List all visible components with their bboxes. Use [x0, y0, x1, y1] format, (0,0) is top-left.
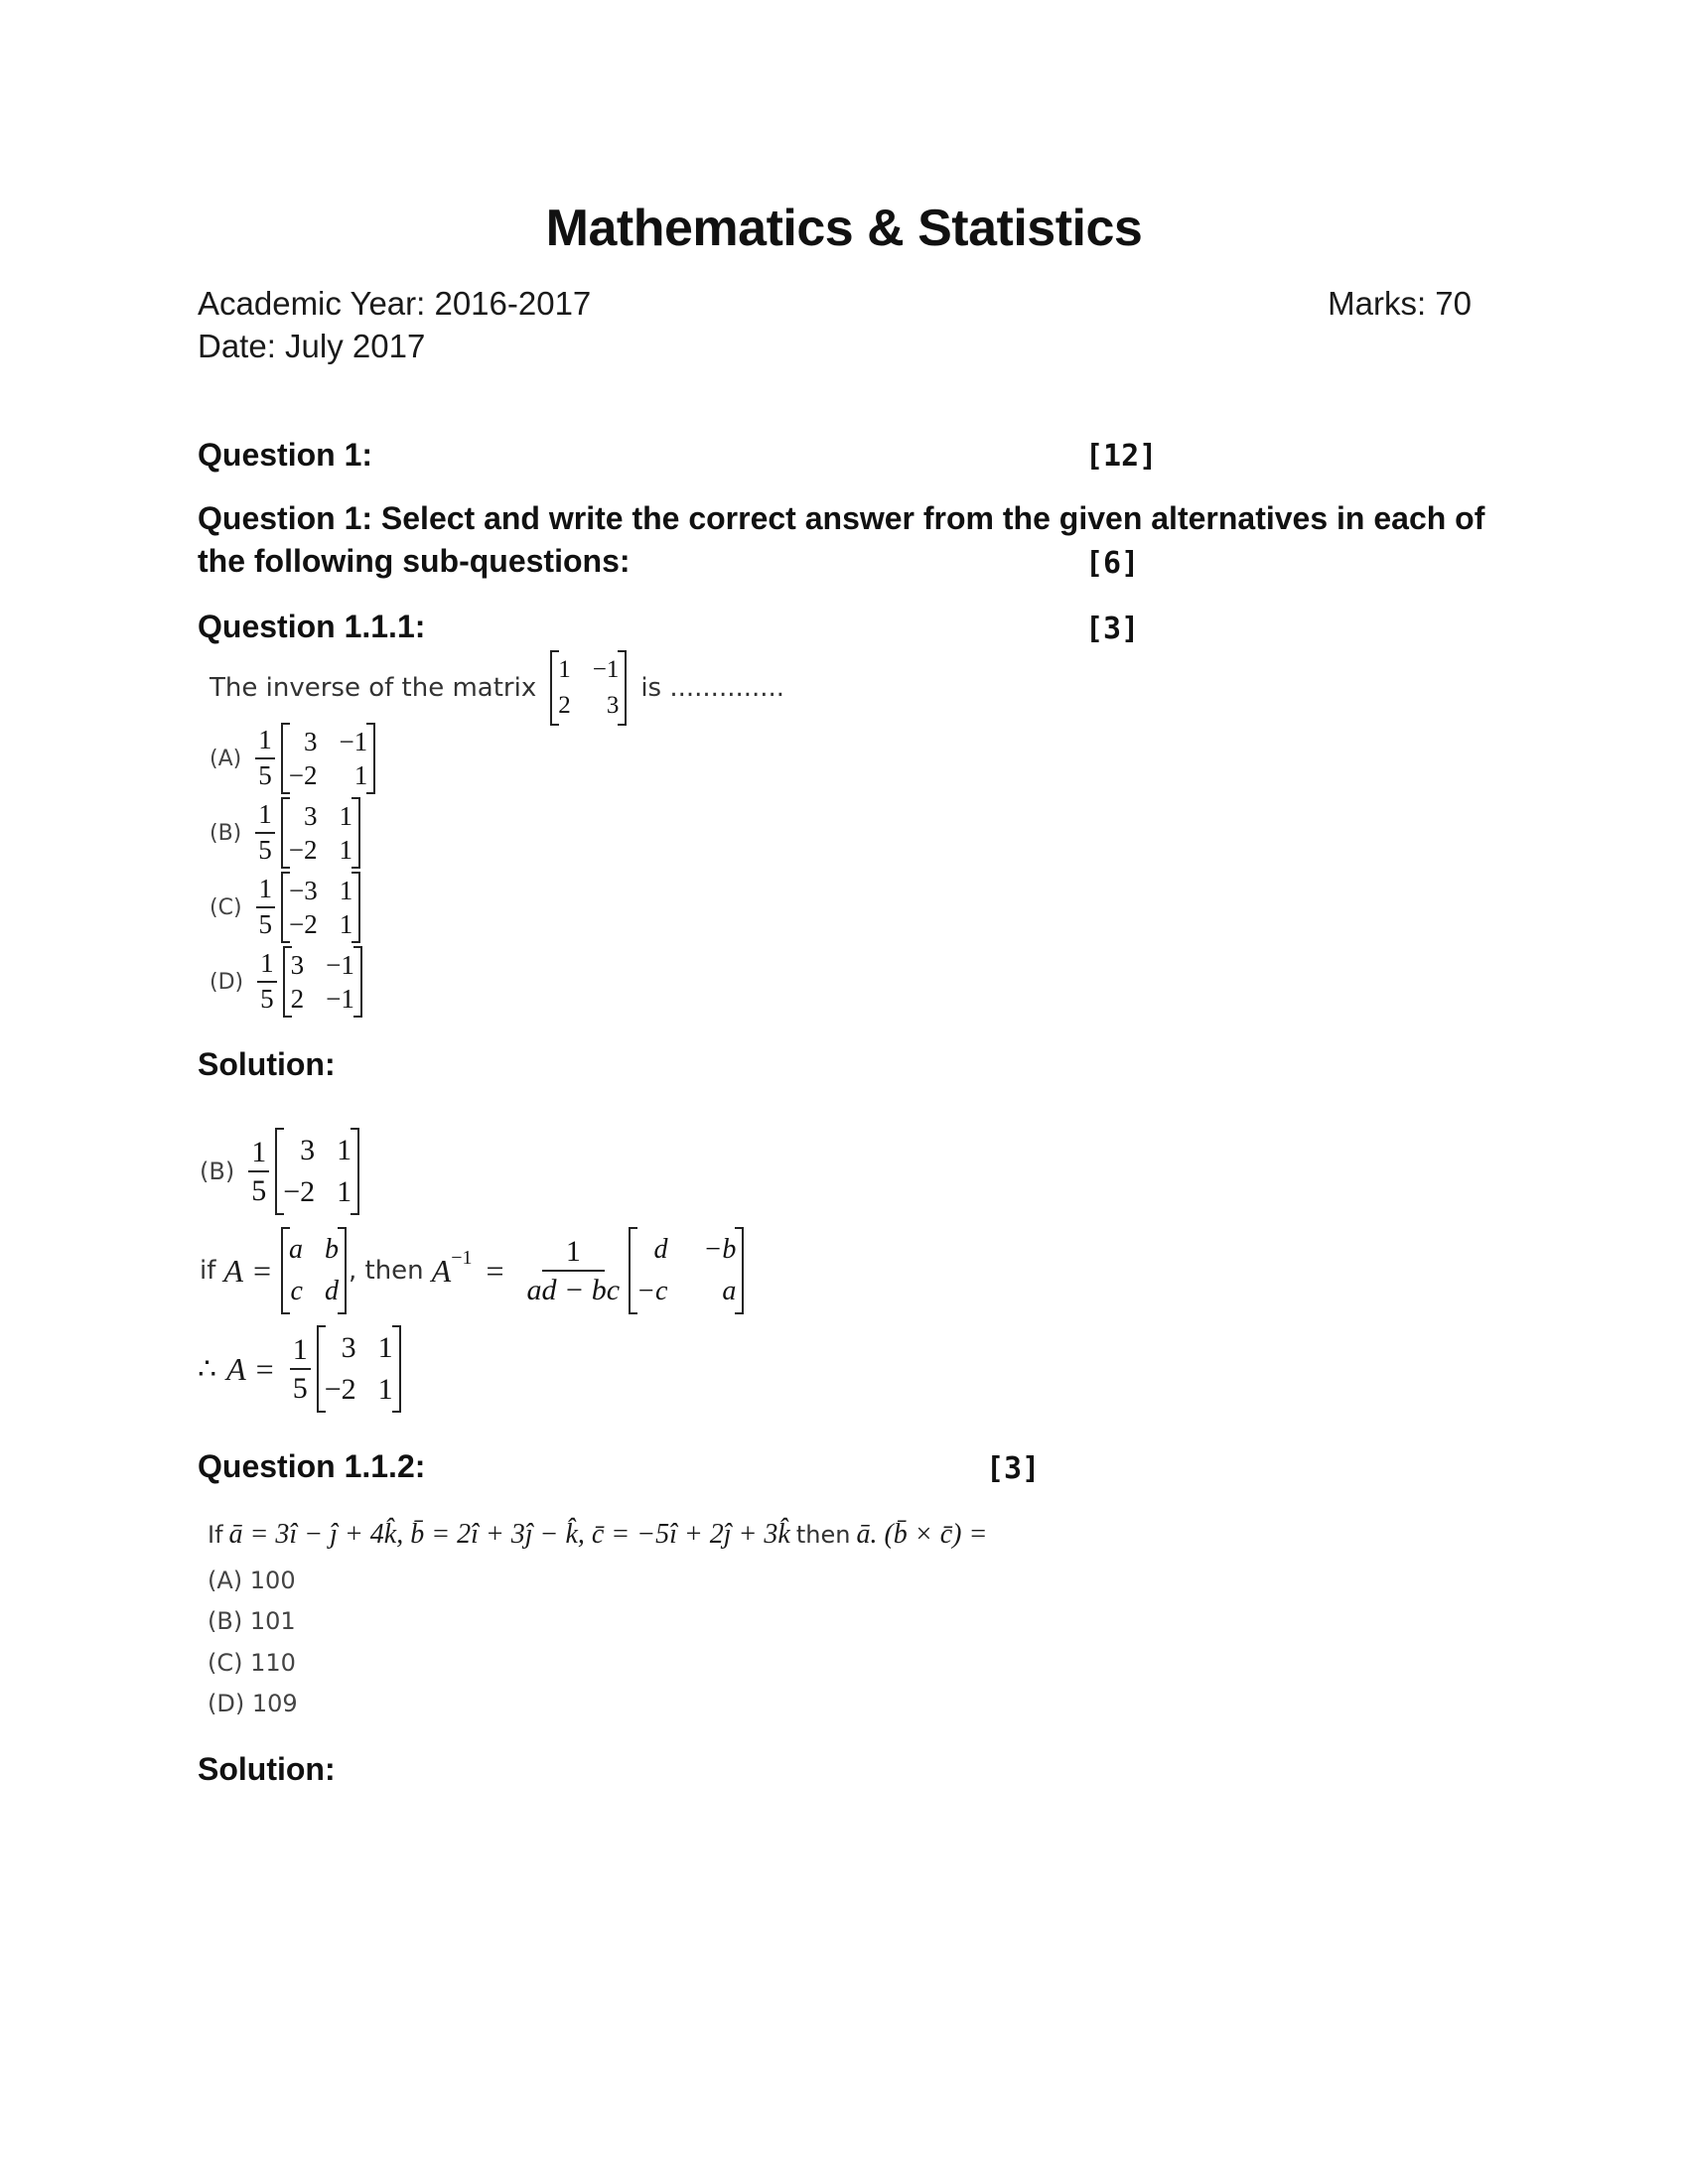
- inverse-formula: if A = a b c d , then A $^{-1}$ = $\frac{1}{ad - bc}$ d −b −c a: [200, 1227, 744, 1314]
- question-1-1-1-prompt: [210, 650, 784, 726]
- fraction: $\frac{1}{ad - bc}$: [526, 1235, 621, 1306]
- option-b: (B) $\frac{1}{5}$ 3 1 −2 1: [210, 797, 360, 869]
- prompt-suffix: is ..............: [640, 673, 785, 703]
- question-1-1-2-prompt: If ā = 3î − ĵ + 4k̂, b̄ = 2î + 3ĵ − k̂, c̄ = −5î + 2ĵ + 3k̂ then ā. (b̄ × c̄) =: [208, 1519, 988, 1550]
- option-matrix: −3 1 −2 1: [281, 872, 360, 943]
- general-matrix: a b c d: [281, 1227, 347, 1314]
- fraction: $\frac{1}{5}$: [256, 875, 276, 939]
- option-b: (B) 101: [208, 1607, 296, 1635]
- fraction: $\frac{1}{5}$: [248, 1136, 269, 1207]
- option-a: (A) 100: [208, 1567, 296, 1594]
- question-1-instruction-line1: Question 1: Select and write the correct answer from the given alternatives in each of: [198, 500, 1485, 536]
- total-marks: Marks: 70: [1328, 285, 1472, 322]
- exam-date: Date: July 2017: [198, 328, 426, 364]
- option-d: (D) 109: [208, 1690, 298, 1717]
- triple-product: ā. (b̄ × c̄) =: [856, 1519, 988, 1550]
- question-1-1-1-marks: [3]: [1085, 612, 1140, 646]
- fraction: $\frac{1}{5}$: [255, 800, 275, 865]
- question-1-instruction-line2: the following sub-questions:: [198, 543, 631, 579]
- adjugate-matrix: d −b −c a: [629, 1227, 744, 1314]
- question-1-1-2-marks: [3]: [986, 1451, 1041, 1486]
- vector-expression: ā = 3î − ĵ + 4k̂, b̄ = 2î + 3ĵ − k̂, c̄ = −5î + 2ĵ + 3k̂: [228, 1519, 790, 1550]
- result-matrix: 3 1 −2 1: [317, 1325, 401, 1413]
- question-1-marks: [12]: [1085, 439, 1158, 474]
- fraction: $\frac{1}{5}$: [255, 726, 275, 790]
- solution-answer: (B) $\frac{1}{5}$ 3 1 −2 1: [200, 1128, 359, 1215]
- question-1-1-1-heading: Question 1.1.1:: [198, 609, 426, 644]
- question-matrix: 1 −1 2 3: [550, 650, 627, 726]
- answer-matrix: 3 1 −2 1: [275, 1128, 359, 1215]
- fraction: $\frac{1}{5}$: [257, 949, 277, 1014]
- question-1-heading: Question 1:: [198, 437, 373, 473]
- option-a: (A) $\frac{1}{5}$ 3 −1 −2 1: [210, 723, 375, 794]
- question-1-1-2-heading: Question 1.1.2:: [198, 1448, 426, 1484]
- option-matrix: 3 −1 2 −1: [283, 946, 362, 1018]
- fraction: $\frac{1}{5}$: [290, 1333, 311, 1405]
- option-matrix: 3 −1 −2 1: [281, 723, 375, 794]
- option-c: (C) 110: [208, 1649, 296, 1677]
- question-1-instruction-marks: [6]: [1085, 546, 1140, 581]
- option-d: (D) $\frac{1}{5}$ 3 −1 2 −1: [210, 946, 362, 1018]
- prompt-prefix: The inverse of the matrix: [210, 673, 537, 703]
- document-title: Mathematics & Statistics: [545, 200, 1143, 257]
- solution-heading: Solution:: [198, 1046, 336, 1082]
- academic-year: Academic Year: 2016-2017: [198, 285, 592, 322]
- option-matrix: 3 1 −2 1: [281, 797, 360, 869]
- option-c: (C) $\frac{1}{5}$ −3 1 −2 1: [210, 872, 360, 943]
- therefore-line: ∴ A = $\frac{1}{5}$ 3 1 −2 1: [198, 1325, 401, 1413]
- solution-heading-2: Solution:: [198, 1751, 336, 1787]
